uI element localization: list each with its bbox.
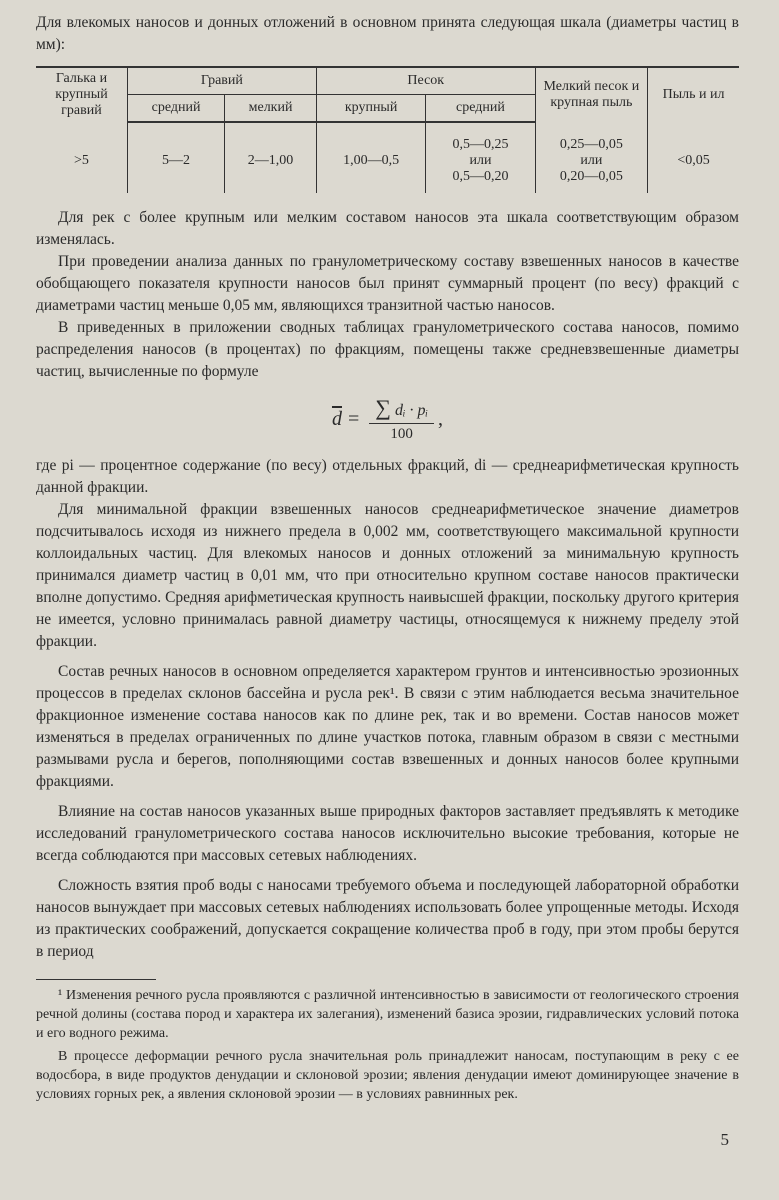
table-cell: 2—1,00 xyxy=(225,122,317,193)
paragraph-1: Для рек с более крупным или мелким составом наносов эта шкала соответствующим образом изменялась. xyxy=(36,209,739,248)
header-gravel-small: мелкий xyxy=(225,95,317,123)
header-sand-coarse: крупный xyxy=(316,95,425,123)
table-cell: 5—2 xyxy=(127,122,224,193)
table-cell: 1,00—0,5 xyxy=(316,122,425,193)
header-sand-medium: средний xyxy=(426,95,535,123)
paragraph-5: Для минимальной фракции взвешенных наносов среднеарифметическое значение диаметров подсчитывалось исходя из нижнего предела в 0,002 мм, соответствующего максимальной крупности коллоидальных частиц. Для влекомых наносов и донных отложений за минимальную крупность принимался диаметр частиц в 0,01 мм, что при относительно крупном составе наносов практически вполне допустимо. Средняя арифметическая крупность наивысшей фракции, поскольку другого критерия не имеется, условно принималась равной диаметру частицы, относящемуся к нижнему пределу этой фракции. xyxy=(36,501,739,650)
formula-lhs: $\overline{d}$ xyxy=(331,407,342,430)
formula-tail: , xyxy=(438,407,444,430)
footnote-2: В процессе деформации речного русла значительная роль принадлежит наносам, поступающим в реку с ее водосбора, в виде продуктов денудации и склоновой эрозии; явления денудации имеют доминирующее значение в условиях горных рек, а явления склоновой эрозии — в условиях равнинных рек. xyxy=(36,1049,739,1102)
table-row xyxy=(36,122,739,193)
paragraph-7: Влияние на состав наносов указанных выше природных факторов заставляет предъявлять к методике исследований гранулометрического состава наносов исключительно высокие требования, которые не всегда соблюдаются при массовых сетевых наблюдениях. xyxy=(36,803,739,864)
cell-line: 0,20—0,05 xyxy=(559,168,623,184)
paragraph-3: В приведенных в приложении сводных таблицах гранулометрического состава наносов, помимо распределения наносов (в процентах) по фракциям, помещены также средневзвешенные диаметры частиц, вычисленные по формуле xyxy=(36,319,739,380)
paragraph-6: Состав речных наносов в основном определяется характером грунтов и интенсивностью эрозионных процессов в пределах склонов бассейна и русла рек¹. В связи с этим наблюдается весьма значительное фракционное изменение состава наносов как по длине рек, так и во времени. Состав наносов может изменяться в пределах ограниченных по длине участков потока, главным образом в связи с местными размывами русла и берегов, пополняющими состав взвешенных и донных наносов более крупными фракциями. xyxy=(36,663,739,790)
header-pebble: Галька и крупный гравий xyxy=(36,67,127,122)
header-dust: Пыль и ил xyxy=(648,67,739,122)
table-cell: >5 xyxy=(73,152,89,168)
cell-line: 0,5—0,20 xyxy=(452,169,509,184)
paragraph-4: где pi — процентное содержание (по весу) отдельных фракций, di — среднеарифметическая крупность данной фракции. xyxy=(36,457,739,496)
paragraph-8: Сложность взятия проб воды с наносами требуемого объема и последующей лабораторной обработки наносов вынуждает при массовых сетевых наблюдениях использовать более упрощенные методы. Исходя из практических соображений, допускается сокращение количества проб в году, при этом пробы берутся в период xyxy=(36,877,739,960)
intro-paragraph: Для влекомых наносов и донных отложений в основном принята следующая шкала (диаметры частиц в мм): xyxy=(36,14,739,53)
formula-numerator xyxy=(369,395,434,424)
cell-line: или xyxy=(580,152,603,168)
header-gravel: Гравий xyxy=(127,67,316,95)
particle-scale-table xyxy=(36,66,739,193)
paragraph-2: При проведении анализа данных по гранулометрическому составу взвешенных наносов в качестве обобщающего показателя крупности наносов был принят суммарный процент (по весу) фракций с диаметрами частиц меньше 0,05 мм, являющихся транзитной частью наносов. xyxy=(36,253,739,314)
formula-eq: = xyxy=(347,407,360,430)
sum-sign: ∑ xyxy=(375,395,391,420)
cell-line: или xyxy=(469,153,492,168)
formula-num-text: dᵢ · pᵢ xyxy=(394,402,429,419)
table-cell xyxy=(426,122,535,193)
footnote-divider xyxy=(36,979,156,980)
formula xyxy=(36,389,739,449)
formula-denominator: 100 xyxy=(390,426,413,442)
cell-line: 0,25—0,05 xyxy=(559,136,623,152)
page-number: 5 xyxy=(720,1130,729,1149)
footnote-1: ¹ Изменения речного русла проявляются с различной интенсивностью в зависимости от геологического строения речной долины (состава пород и характера их залегания), изменений базиса эрозии, гидравлических условий потока и его водного режима. xyxy=(36,988,739,1041)
header-gravel-medium: средний xyxy=(127,95,224,123)
cell-line: 0,5—0,25 xyxy=(452,137,509,152)
table-cell xyxy=(535,122,647,193)
table-cell: <0,05 xyxy=(648,122,739,193)
formula-fraction xyxy=(369,395,434,443)
header-sand: Песок xyxy=(316,67,535,95)
header-fine-sand: Мелкий песок и крупная пыль xyxy=(535,67,647,122)
